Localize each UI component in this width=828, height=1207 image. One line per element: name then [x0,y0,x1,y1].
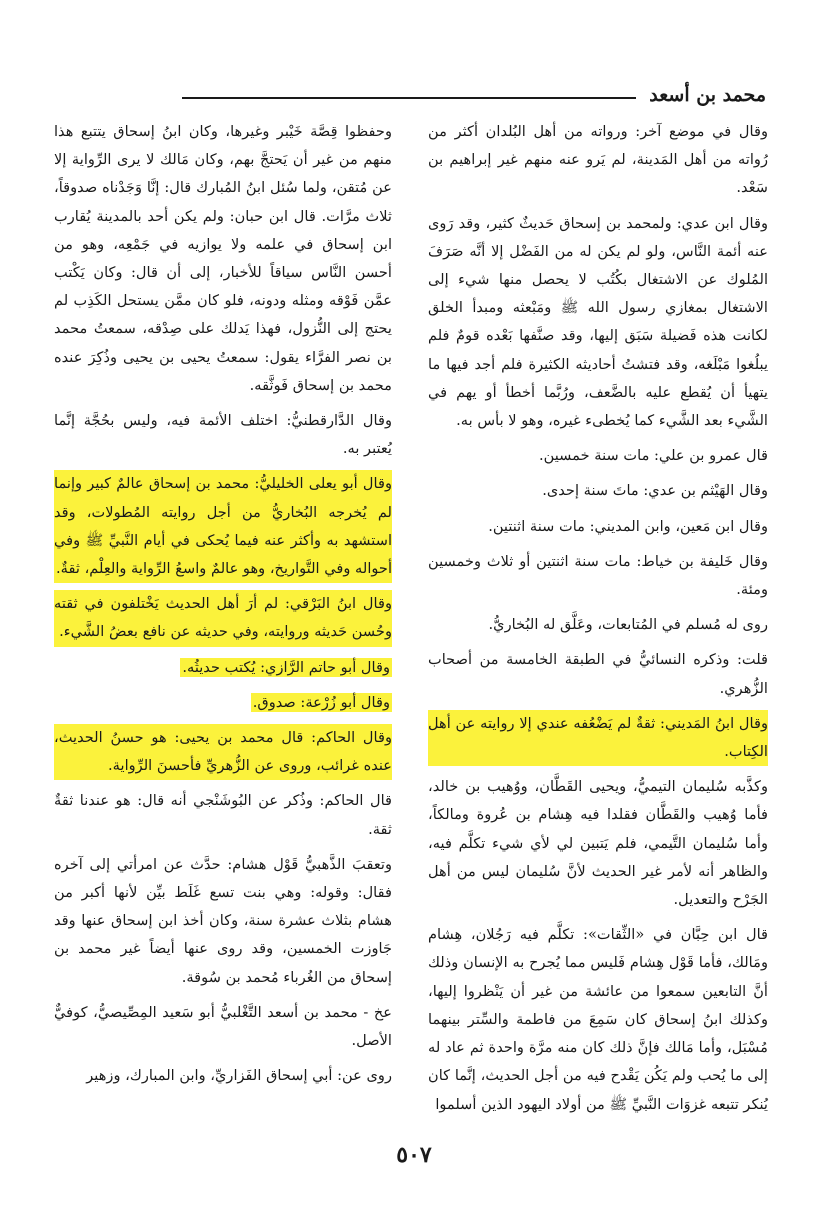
paragraph: قال عمرو بن علي: مات سنة خمسين. [539,447,768,465]
paragraph: روى عن: أبي إسحاق الفَزاريِّ، وابن المبارك، وزهير [86,1067,392,1085]
paragraph: قلت: وذكره النسائيُّ في الطبقة الخامسة من أصحاب الزُّهري. [428,651,768,697]
running-header-title: محمد بن أسعد [649,84,766,106]
paragraph: وتعقبَ الذَّهبيُّ قَوْل هشام: حدَّث عن امرأتي إلى آخره فقال: وقوله: وهي بنت تسع غَلَط بيِّن لأنها أكبر من هشام بثلاث عشرة سنة، وكان أخذ ابن إسحاق عنها وقد جَاوزت الخمسين، وقد روى عنها أيضاً غير محمد بن إسحاق من الغُرباء مُحمد بن سُوقة. [54,855,392,986]
paragraph: وكذَّبه سُليمان التيميُّ، ويحيى القَطَّان، ووُهيب بن خالد، فأما وُهيب والقَطَّان فقلدا فيه هِشام بن عُروة ومالكاً، وأما سُليمان التَّيمي، فلم يَتبين لي لأي شيء تكلَّم فيه، والظاهر أنه لأمر غير الحديث لأنَّ سُليمان ليس من أهل الجَرْح والتعديل. [428,778,768,909]
paragraph: وحفظوا قِصَّة خَيْبر وغيرها، وكان ابنُ إسحاق يتتبع هذا منهم من غير أن يَحتجَّ بهم، وكان مَالك لا يرى الرِّواية إلا عن مُتقن، ولما سُئل ابنُ المُبارك قال: إنَّا وَجَدْناه صدوقاً، ثلاث مرَّات. قال ابن حبان: ولم يكن أحد بالمدينة يُقارب ابن إسحاق في علمه ولا يوازيه في جَمْعِه، وهو من أحسن النَّاس سياقاً للأخبار، إلى أن قال: وكان يَكْتب عمَّن فَوْقه ومثله ودونه، فلو كان ممَّن يستحل الكَذِب لم يحتج إلى النُّزول، فهذا يَدلك على صِدْقه، سمعتُ محمد بن نصر الفرَّاء يقول: سمعتُ يحيى بن يحيى وذُكِرَ عنده محمد بن إسحاق فَوثَّقه. [54,123,392,394]
paragraph: وقال خَليفة بن خياط: مات سنة اثنتين أو ثلاث وخمسين ومئة. [428,552,768,599]
page-number: ٥٠٧ [396,1142,432,1168]
paragraph: وقال الهَيْثم بن عدي: ماتَ سنة إحدى. [542,482,768,500]
paragraph: وقال ابن مَعين، وابن المديني: مات سنة اثنتين. [488,517,768,535]
highlighted-line: وقال أبو زُرْعة: صدوق. [252,693,390,711]
highlighted-paragraph: وقال أبو يعلى الخليليُّ: محمد بن إسحاق عالمٌ كبير وإنما لم يُخرجه البُخاريُّ من أجل روايته المُطولات، وقد استشهد به وأكثر عنه فيما يُحكى في أيام النَّبيِّ ﷺ وفي أحواله وفي التَّواريخ، وهو عالمٌ واسعُ الرِّواية والعِلْم، ثقةٌ. [54,470,392,583]
paragraph: روى له مُسلم في المُتابعات، وعَلَّق له البُخاريُّ. [488,616,768,634]
paragraph: وقال ابن عدي: ولمحمد بن إسحاق حَديثٌ كثير، وقد رَوى عنه أئمة النَّاس، ولو لم يكن له من الفَضْل إلا أنَّه صَرَفَ المُلوك عن الاشتغال بكُتُب لا يحصل منها شيء إلى الاشتغال بمغازي رسول الله ﷺ ومَبْعثه ومبدأ الخلق لكانت هذه فَضيلة سَبَق إليها، وقد صنَّفها بَعْده قومٌ فلم يبلُغوا مَبْلَغه، وقد فتشتُ أحاديثه الكثيرة فلم أجد فيها ما يتهيأ أن يُقطع عليه بالضَّعف، ورُبَّما أخطأ أو يهم في الشَّيء بعد الشَّيء كما يُخطىء غيره، وهو لا بأس به. [428,214,768,430]
highlighted-paragraph: وقال ابنُ المَديني: ثقةٌ لم يَضْعُفه عندي إلا روايته عن أهل الكِتاب. [428,710,768,766]
highlighted-paragraph: وقال ابنُ البَرْقي: لم أرَ أهل الحديث يَخْتلفون في ثقته وحُسن حَديثه وروايته، وفي حديثه عن نافع بعضُ الشَّيء. [54,590,392,646]
right-column [428,118,768,1126]
highlighted-paragraph: وقال الحاكم: قال محمد بن يحيى: هو حسنُ الحديث، عنده غرائب، وروى عن الزُّهريِّ فأحسنَ الرِّواية. [54,724,392,780]
header-rule [182,97,636,99]
highlighted-line: وقال أبو حاتم الرَّازي: يُكتب حديثُه. [182,658,390,676]
left-column [54,118,392,1098]
paragraph: وقال في موضع آخر: ورواته من أهل البُلدان أكثر من رُواته من أهل المَدينة، لم يَرو عنه منهم غير إبراهيم بن سَعْد. [428,123,768,197]
paragraph: قال ابن حِبَّان في «الثِّقات»: تكلَّم فيه رَجُلان، هِشام ومَالك، فأما قَوْل هِشام فَليس مما يُجرح به الإنسان وذلك أنَّ التابعين سمعوا من عائشة من غير أن يَنْظروا إليها، وكذلك ابنُ إسحاق كان سَمِعَ من فاطمة والسِّتر بينهما مُسْبَل، وأما مَالك فإنَّ ذلك كان منه مرَّة واحدة ثم عاد له إلى ما يُحب ولم يَكُن يَقْدح فيه من أجل الحديث، إنَّما كان يُنكر تتبعه غزوَات النَّبيِّ ﷺ من أولاد اليهود الذين أسلموا [428,926,768,1113]
paragraph: عخ - محمد بن أسعد التَّغْلبيُّ أبو سَعيد المِصِّيصيُّ، كوفيٌّ الأصل. [54,1003,392,1050]
paragraph: قال الحاكم: وذُكر عن البُوشَنْجي أنه قال: هو عندنا ثقةٌ ثقة. [54,792,392,838]
paragraph: وقال الدَّارقطنيُّ: اختلف الأئمة فيه، وليس بحُجَّة إنَّما يُعتبر به. [54,412,392,458]
